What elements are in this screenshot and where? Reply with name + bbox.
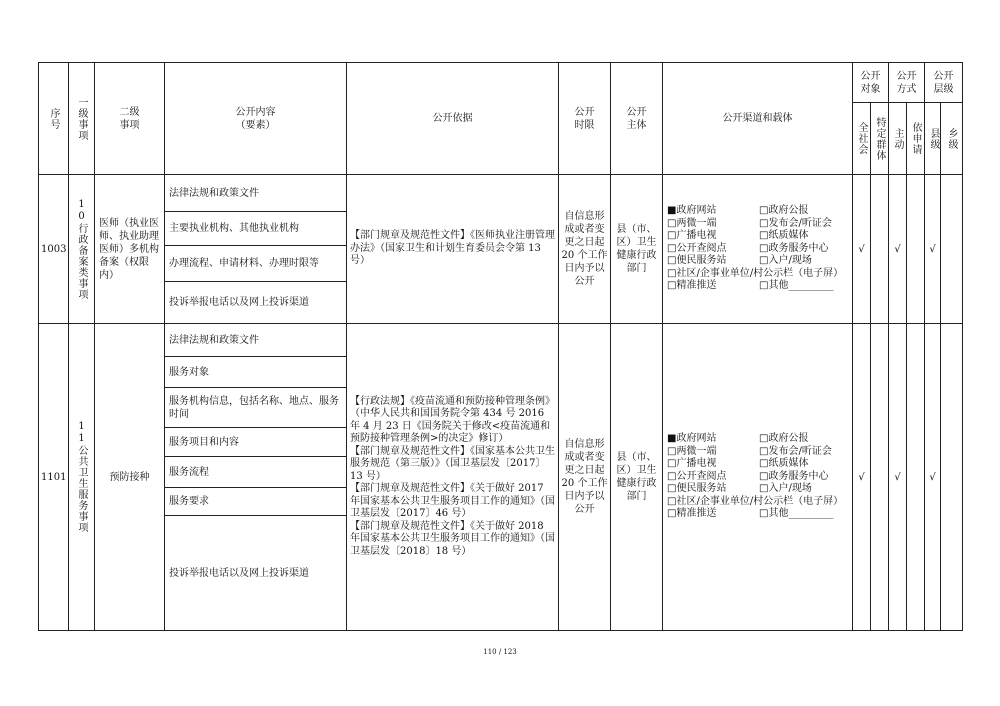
- header-method-active: 主动: [889, 103, 907, 175]
- content-item: 服务流程: [165, 457, 347, 488]
- channel-line: □便民服务站 □入户/现场: [667, 255, 812, 267]
- row-time-limit: 自信息形 成或者变 更之日起 20 个工作 日内予以 公开: [559, 175, 611, 324]
- header-level: 公开 层级: [925, 63, 963, 103]
- header-content: 公开内容 （要素）: [165, 63, 347, 175]
- channel-line: □便民服务站 □入户/现场: [667, 483, 812, 495]
- content-item: 服务要求: [165, 488, 347, 516]
- check-target-group: [871, 175, 889, 324]
- channel-line: □广播电视 □纸质媒体: [667, 458, 809, 470]
- channel-line: □社区/企事业单位/村公示栏（电子屏）: [667, 267, 844, 279]
- check-target-group: [871, 324, 889, 631]
- header-level2: 二级事项: [95, 63, 165, 175]
- row-level1: 10行政备案类事项: [69, 175, 95, 324]
- check-method-active: √: [889, 175, 907, 324]
- content-item: 服务项目和内容: [165, 428, 347, 457]
- row-level2: 医师（执业医师、执业助理医师）多机构备案（权限内）: [95, 175, 165, 324]
- content-item: 法律法规和政策文件: [165, 324, 347, 357]
- channel-line: □公开查阅点 □政务服务中心: [667, 242, 829, 254]
- channel-line: □精准推送 □其他_________: [667, 508, 834, 520]
- check-level-county: √: [925, 175, 941, 324]
- channel-line: ■政府网站 □政府公报: [667, 432, 809, 444]
- row-time-limit: 自信息形 成或者变 更之日起 20 个工作 日内予以 公开: [559, 324, 611, 631]
- disclosure-table: [38, 62, 963, 631]
- content-item: 办理流程、申请材料、办理时限等: [165, 246, 347, 282]
- header-seq: 序号: [39, 63, 69, 175]
- channel-line: □公开查阅点 □政务服务中心: [667, 470, 829, 482]
- check-level-county: √: [925, 324, 941, 631]
- page-number: 110 / 123: [483, 648, 517, 656]
- row-seq: 1101: [39, 324, 69, 631]
- content-item: 法律法规和政策文件: [165, 175, 347, 212]
- content-item: 服务对象: [165, 357, 347, 388]
- header-target-group: 特定群体: [871, 103, 889, 175]
- row-level1: 11公共卫生服务事项: [69, 324, 95, 631]
- header-row-1: [39, 63, 963, 103]
- table-row: [39, 175, 963, 212]
- row-channels: [663, 175, 853, 324]
- content-item: 主要执业机构、其他执业机构: [165, 212, 347, 246]
- row-basis: 【部门规章及规范性文件】《医师执业注册管理办法》（国家卫生和计划生育委员会令第 13 号）: [347, 175, 559, 324]
- header-level-town: 乡级: [941, 103, 963, 175]
- header-level1: 一级事项: [69, 63, 95, 175]
- check-level-town: [941, 324, 963, 631]
- check-level-town: [941, 175, 963, 324]
- header-target: 公开 对象: [853, 63, 889, 103]
- header-target-all: 全社会: [853, 103, 871, 175]
- row-channels: [663, 324, 853, 631]
- header-method: 公开 方式: [889, 63, 925, 103]
- check-target-all: √: [853, 324, 871, 631]
- header-method-request: 依申请: [907, 103, 925, 175]
- content-item: 服务机构信息，包括名称、地点、服务时间: [165, 388, 347, 428]
- table-row: [39, 324, 963, 357]
- channel-line: □精准推送 □其他_________: [667, 280, 834, 292]
- check-method-request: [907, 324, 925, 631]
- header-basis: 公开依据: [347, 63, 559, 175]
- channel-line: □广播电视 □纸质媒体: [667, 230, 809, 242]
- row-seq: 1003: [39, 175, 69, 324]
- check-method-active: √: [889, 324, 907, 631]
- header-time-limit: 公开 时限: [559, 63, 611, 175]
- header-subject: 公开 主体: [611, 63, 663, 175]
- check-method-request: [907, 175, 925, 324]
- channel-line: ■政府网站 □政府公报: [667, 204, 809, 216]
- row-basis: 【行政法规】《疫苗流通和预防接种管理条例》（中华人民共和国国务院令第 434 号 2016 年 4 月 23 日《国务院关于修改<疫苗流通和预防接种管理条例>的决定》修订） 【部门规章及规范性文件】《国家基本公共卫生服务规范（第三版）》（国卫基层发〔2017〕13 号） 【部门规章及规范性文件】《关于做好 2017 年国家基本公共卫生服务项目工作的通知》（国卫基层发〔2017〕46 号） 【部门规章及规范性文件】《关于做好 2018 年国家基本公共卫生服务项目工作的通知》（国卫基层发〔2018〕18 号）: [347, 324, 559, 631]
- row-subject: 县（市、 区）卫生 健康行政 部门: [611, 324, 663, 631]
- header-channels: 公开渠道和载体: [663, 63, 853, 175]
- content-item: 投诉举报电话以及网上投诉渠道: [165, 516, 347, 631]
- row-level2: 预防接种: [95, 324, 165, 631]
- content-item: 投诉举报电话以及网上投诉渠道: [165, 282, 347, 324]
- check-target-all: √: [853, 175, 871, 324]
- channel-line: □两微一端 □发布会/听证会: [667, 217, 832, 229]
- channel-line: □社区/企事业单位/村公示栏（电子屏）: [667, 495, 844, 507]
- channel-line: □两微一端 □发布会/听证会: [667, 445, 832, 457]
- header-level-county: 县级: [925, 103, 941, 175]
- row-subject: 县（市、 区）卫生 健康行政 部门: [611, 175, 663, 324]
